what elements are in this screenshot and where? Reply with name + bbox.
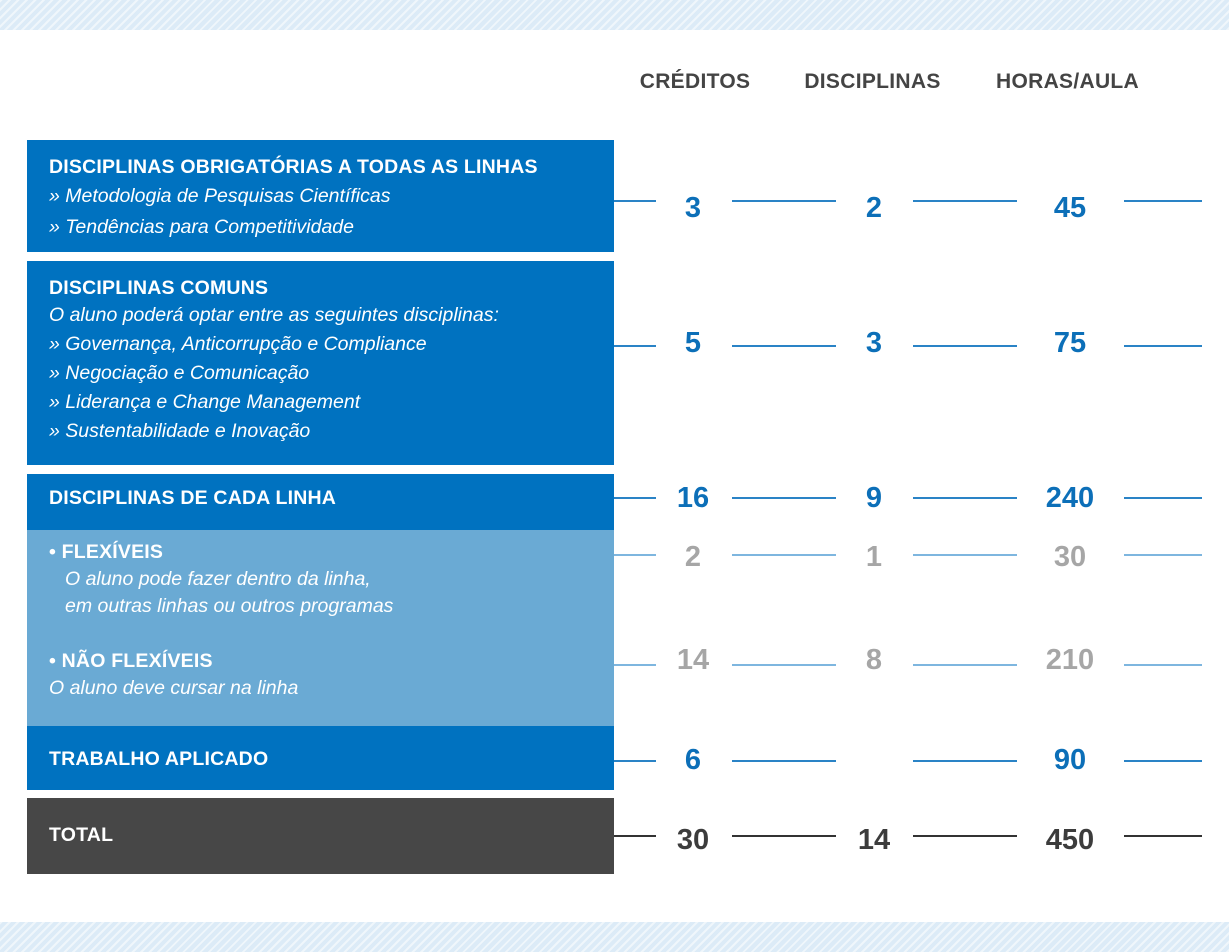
value-disciplinas xyxy=(824,743,924,777)
connector-line xyxy=(1124,760,1202,762)
value-disciplinas: 3 xyxy=(865,327,883,359)
value-disciplinas: 2 xyxy=(865,192,883,224)
row-line: » Governança, Anticorrupção e Compliance xyxy=(49,333,427,355)
row-box-cada-linha xyxy=(27,474,614,530)
value-horas: 75 xyxy=(1053,327,1087,359)
row-box-trabalho-aplicado xyxy=(27,726,614,790)
row-title: DISCIPLINAS OBRIGATÓRIAS A TODAS AS LINHAS xyxy=(49,156,538,178)
row-line: » Metodologia de Pesquisas Científicas xyxy=(49,185,391,207)
value-horas: 210 xyxy=(1045,644,1095,676)
connector-line xyxy=(732,554,836,556)
connector-line xyxy=(1124,497,1202,499)
connector-line xyxy=(1124,345,1202,347)
row-line: O aluno pode fazer dentro da linha, xyxy=(65,568,371,590)
connector-line xyxy=(732,345,836,347)
connector-line xyxy=(913,554,1017,556)
connector-line xyxy=(732,835,836,837)
connector-line xyxy=(1124,554,1202,556)
connector-line xyxy=(732,497,836,499)
row-line: O aluno poderá optar entre as seguintes disciplinas: xyxy=(49,304,499,326)
value-creditos: 16 xyxy=(676,482,710,514)
row-title: DISCIPLINAS COMUNS xyxy=(49,277,269,299)
value-creditos: 14 xyxy=(676,644,710,676)
row-title: DISCIPLINAS DE CADA LINHA xyxy=(49,487,337,509)
value-creditos: 3 xyxy=(684,192,702,224)
connector-line xyxy=(913,835,1017,837)
connector-line xyxy=(913,497,1017,499)
value-horas: 30 xyxy=(1053,541,1087,573)
column-header-horas-aula: HORAS/AULA xyxy=(996,70,1139,93)
row-title: TOTAL xyxy=(49,824,114,846)
connector-line xyxy=(913,345,1017,347)
row-title-nao-flexiveis: • NÃO FLEXÍVEIS xyxy=(49,650,213,672)
row-title: TRABALHO APLICADO xyxy=(49,748,269,770)
value-horas: 240 xyxy=(1045,482,1095,514)
value-horas: 45 xyxy=(1053,192,1087,224)
row-line: » Sustentabilidade e Inovação xyxy=(49,420,311,442)
connector-line xyxy=(1124,835,1202,837)
row-line: » Liderança e Change Management xyxy=(49,391,361,413)
row-box-comuns xyxy=(27,261,614,465)
value-horas: 450 xyxy=(1045,824,1095,856)
connector-line xyxy=(913,760,1017,762)
connector-line xyxy=(732,664,836,666)
top-stripe-decoration xyxy=(0,0,1229,30)
value-creditos: 2 xyxy=(684,541,702,573)
row-box-total xyxy=(27,798,614,874)
connector-line xyxy=(1124,664,1202,666)
value-disciplinas: 14 xyxy=(857,824,891,856)
bottom-stripe-decoration xyxy=(0,922,1229,952)
value-creditos: 6 xyxy=(684,744,702,776)
connector-line xyxy=(732,200,836,202)
connector-line xyxy=(732,760,836,762)
row-line: » Negociação e Comunicação xyxy=(49,362,310,384)
row-box-flexiveis-group xyxy=(27,530,614,726)
row-line: » Tendências para Competitividade xyxy=(49,216,354,238)
value-disciplinas: 9 xyxy=(865,482,883,514)
connector-line xyxy=(913,664,1017,666)
value-creditos: 30 xyxy=(676,824,710,856)
value-disciplinas: 1 xyxy=(865,541,883,573)
connector-line xyxy=(1124,200,1202,202)
column-header-creditos: CRÉDITOS xyxy=(639,70,751,93)
connector-line xyxy=(913,200,1017,202)
row-line: em outras linhas ou outros programas xyxy=(65,595,394,617)
column-header-disciplinas: DISCIPLINAS xyxy=(804,70,941,93)
value-creditos: 5 xyxy=(684,327,702,359)
value-horas: 90 xyxy=(1053,744,1087,776)
value-disciplinas: 8 xyxy=(865,644,883,676)
row-line: O aluno deve cursar na linha xyxy=(49,677,299,699)
row-title-flexiveis: • FLEXÍVEIS xyxy=(49,541,164,563)
row-box-obrigatorias xyxy=(27,140,614,252)
